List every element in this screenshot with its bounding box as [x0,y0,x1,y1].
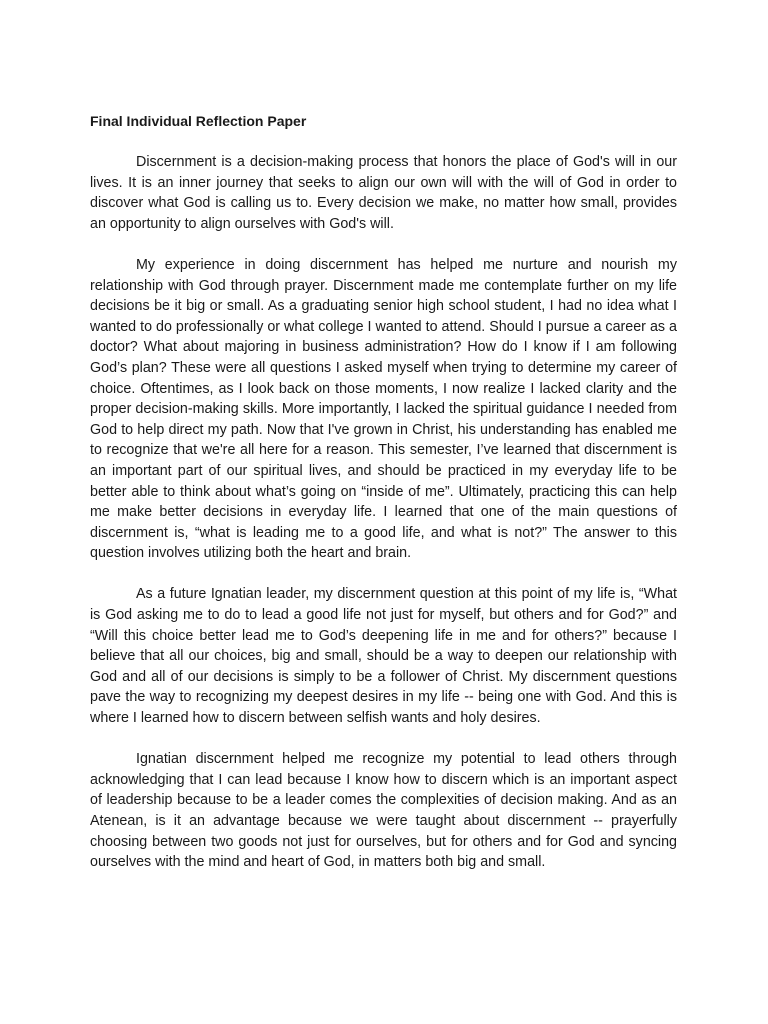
paragraph-2: My experience in doing discernment has helped me nurture and nourish my relationship with God through prayer. Discernment made me contemplate further on my life decisions be it big or small. As a graduating senior high school student, I had no idea what I wanted to do professionally or what college I wanted to attend. Should I pursue a career as a doctor? What about majoring in business administration? How do I know if I am following God’s plan? These were all questions I asked myself when trying to determine my career of choice. Oftentimes, as I look back on those moments, I now realize I lacked clarity and the proper decision-making skills. More importantly, I lacked the spiritual guidance I needed from God to help direct my path. Now that I've grown in Christ, his understanding has enabled me to recognize that we're all here for a reason. This semester, I’ve learned that discernment is an important part of our spiritual lives, and should be practiced in my everyday life to be better able to think about what’s going on “inside of me”. Ultimately, practicing this can help me make better decisions in everyday life. I learned that one of the main questions of discernment is, “what is leading me to a good life, and what is not?” The answer to this question involves utilizing both the heart and brain. [90,256,677,562]
paragraph-1: Discernment is a decision-making process that honors the place of God's will in our lives. It is an inner journey that seeks to align our own will with the will of God in order to discover what God is calling us to. Every decision we make, no matter how small, provides an opportunity to align ourselves with God's will. [90,154,677,232]
document-page [90,111,677,893]
document-title: Final Individual Reflection Paper [90,113,307,129]
paragraph-3: As a future Ignatian leader, my discernment question at this point of my life is, “What is God asking me to do to lead a good life not just for myself, but others and for God?” and “Will this choice better lead me to God’s deepening life in me and for others?” because I believe that all our choices, big and small, should be a way to deepen our relationship with God and all of our decisions is simply to be a follower of Christ. My discernment questions pave the way to recognizing my deepest desires in my life -- being one with God. And this is where I learned how to discern between selfish wants and holy desires. [90,586,677,727]
paragraph-4: Ignatian discernment helped me recognize my potential to lead others through acknowledging that I can lead because I know how to discern which is an important aspect of leadership because to be a leader comes the complexities of decision making. And as an Atenean, is it an advantage because we were taught about discernment -- prayerfully choosing between two goods not just for ourselves, but for others and for God and syncing ourselves with the mind and heart of God, in matters both big and small. [90,751,677,871]
